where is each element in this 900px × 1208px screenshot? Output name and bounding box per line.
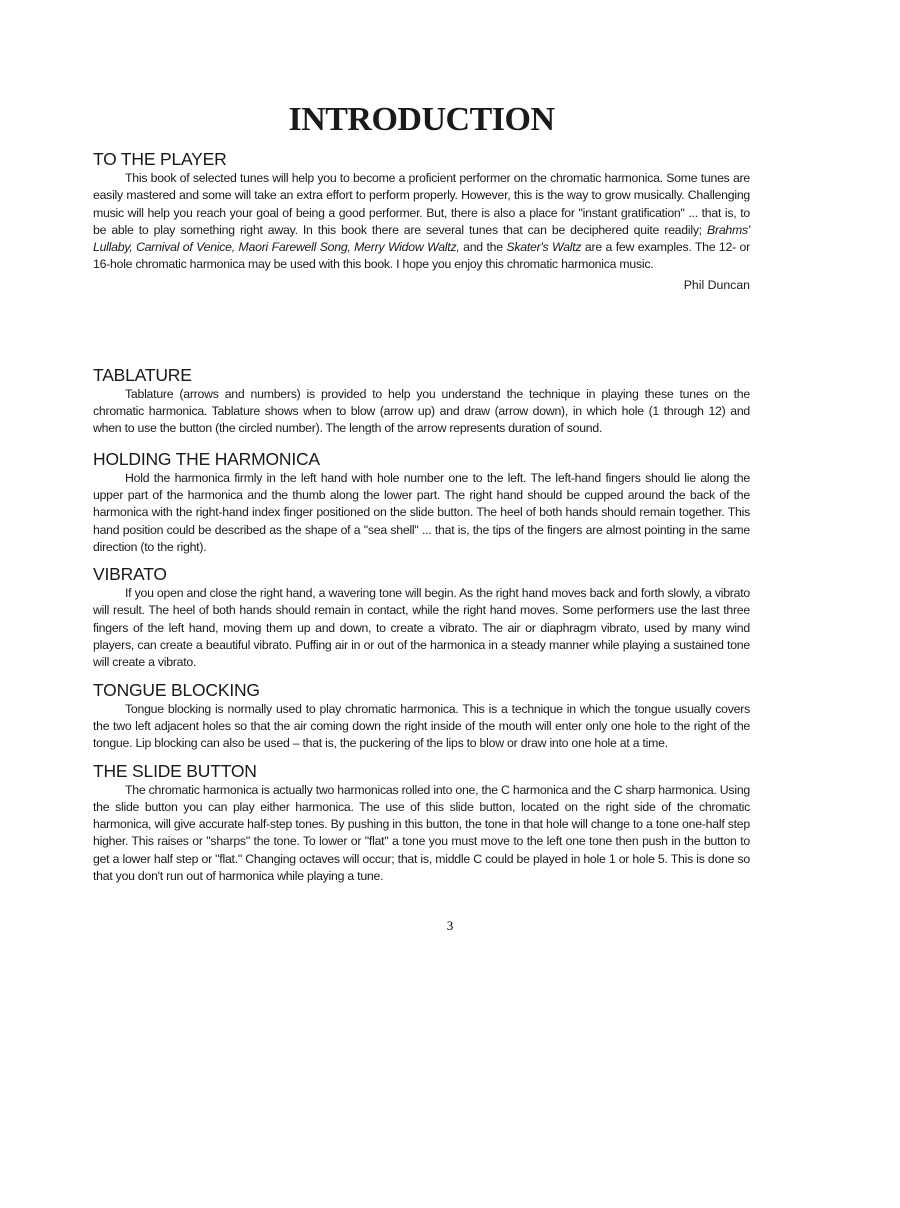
- paragraph-slide-button: The chromatic harmonica is actually two harmonicas rolled into one, the C harmonica and the C sharp harmonica. Using the slide button you can play either harmonica. The use of this slide button, located on the right side of the chromatic harmonica, will give accurate half-step tones. By pushing in this button, the tone in that hole will change to a tone one-half step higher. This raises or "sharps" the tone. To lower or "flat" a tone you must move to the left one tone then push in the button to get a lower half step or "flat." Changing octaves will occur; that is, middle C could be played in hole 1 or hole 5. This is done so that you don't run out of harmonica while playing a tune.: [93, 782, 750, 884]
- section-heading-to-the-player: TO THE PLAYER: [93, 149, 227, 169]
- section-heading-tongue-blocking: TONGUE BLOCKING: [93, 679, 260, 700]
- section-vibrato: [93, 563, 750, 671]
- paragraph-text: This book of selected tunes will help you to become a proficient performer on the chromatic harmonica. Some tunes are easily mastered and some will take an extra effort to perform properly. However, this is the way to grow musically. Challenging music will help you reach your goal of being a good performer. But, there is also a place for "instant gratification" ... that is, to be able to play something right away. In this book there are several tunes that can be deciphered quite readily;: [93, 171, 750, 237]
- paragraph-tongue-blocking: Tongue blocking is normally used to play chromatic harmonica. This is a technique in which the tongue usually covers the two left adjacent holes so that the air coming down the right inside of the mouth will enter only one hole to the right of the tongue. Lip blocking can also be used – that is, the puckering of the lips to blow or draw into one hole at a time.: [93, 701, 750, 751]
- section-heading-holding: HOLDING THE HARMONICA: [93, 448, 320, 469]
- section-heading-vibrato: VIBRATO: [93, 564, 167, 585]
- page-title: INTRODUCTION: [288, 101, 555, 138]
- section-tablature: [93, 364, 750, 438]
- paragraph-text: are a few examples. The 12- or 16-hole chromatic harmonica may be used with this book. I hope you enjoy this chromatic harmonica music.: [93, 240, 750, 272]
- section-tongue-blocking: [93, 679, 750, 753]
- section-holding-the-harmonica: [93, 448, 750, 556]
- paragraph-text: and the: [459, 240, 507, 255]
- tune-title-skaters-waltz: Skater's Waltz: [506, 240, 582, 255]
- paragraph-tablature: Tablature (arrows and numbers) is provided to help you understand the technique in playing these tunes on the chromatic harmonica. Tablature shows when to blow (arrow up) and draw (arrow down), in which hole (1 through 12) and when to use the button (the circled number). The length of the arrow represents duration of sound.: [93, 386, 750, 436]
- paragraph-to-the-player: [93, 170, 750, 274]
- tune-titles: Brahms' Lullaby, Carnival of Venice, Maori Farewell Song, Merry Widow Waltz,: [93, 222, 750, 255]
- author-signature: Phil Duncan: [683, 277, 750, 292]
- section-slide-button: [93, 760, 750, 886]
- section-to-the-player: [93, 148, 750, 294]
- document-page: [93, 100, 750, 892]
- section-heading-tablature: TABLATURE: [93, 364, 192, 385]
- paragraph-vibrato: If you open and close the right hand, a wavering tone will begin. As the right hand moves back and forth slowly, a vibrato will result. The heel of both hands should remain in contact, while the right hand moves. Some performers use the last three fingers of the left hand, moving them up and down, to create a vibrato. The air or diaphragm vibrato, used by many wind players, can create a beautiful vibrato. Puffing air in or out of the harmonica in a steady manner while playing a sustained tone will create a vibrato.: [93, 586, 750, 670]
- paragraph-holding: Hold the harmonica firmly in the left hand with hole number one to the left. The left-hand fingers should lie along the upper part of the harmonica and the thumb along the lower part. The right hand should be cupped around the back of the harmonica with the right-hand index finger positioned on the slide button. The heel of both hands should remain together. This hand position could be described as the shape of a "sea shell" ... that is, the tips of the fingers are almost pointing in the same direction (to the right).: [93, 470, 750, 554]
- section-heading-slide-button: THE SLIDE BUTTON: [93, 760, 257, 781]
- page-number: 3: [446, 918, 454, 933]
